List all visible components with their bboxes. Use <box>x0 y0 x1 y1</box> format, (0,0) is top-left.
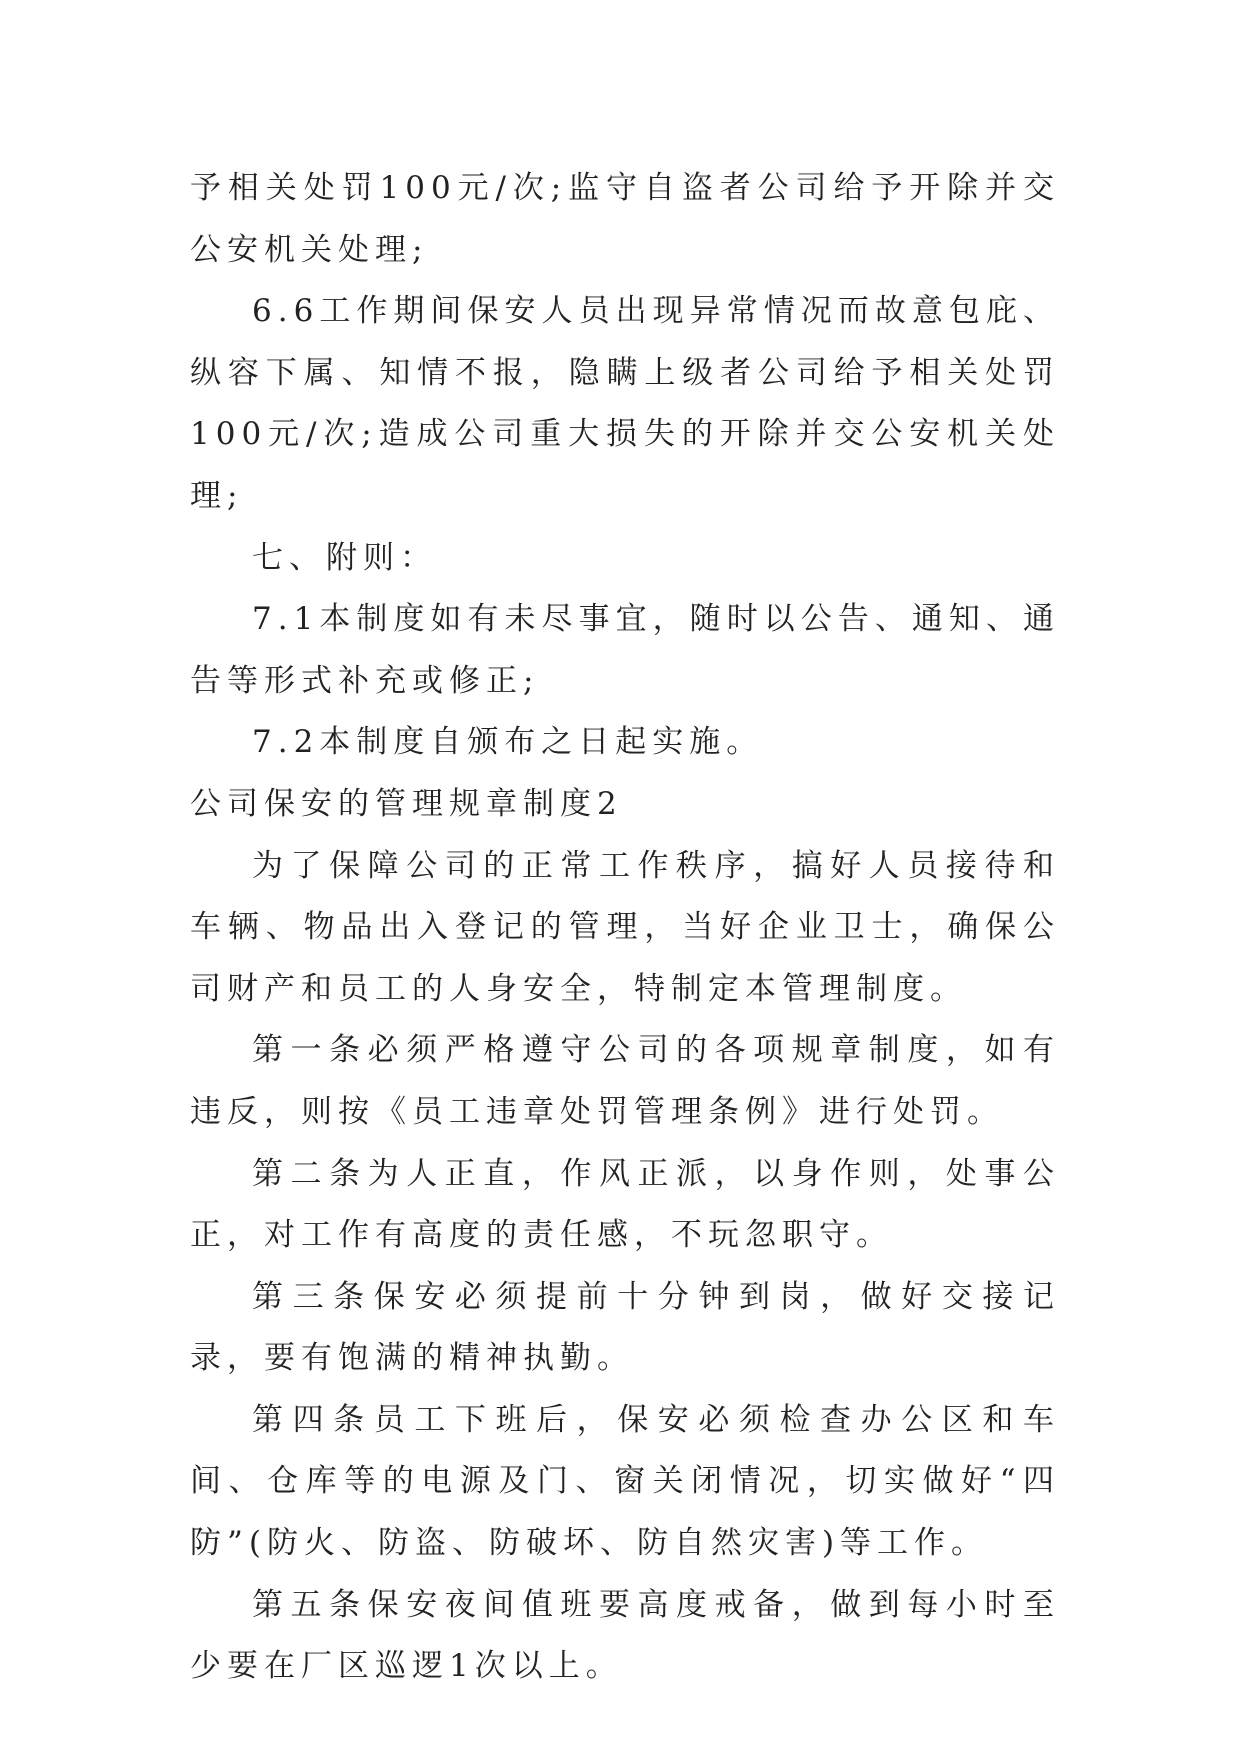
document-title-2: 公司保安的管理规章制度2 <box>190 785 623 822</box>
section-heading-appendix: 七、附则： <box>252 539 437 576</box>
paragraph-intro: 为了保障公司的正常工作秩序，搞好人员接待和车辆、物品出入登记的管理，当好企业卫士，确保公司财产和员工的人身安全，特制定本管理制度。 <box>190 847 1060 1007</box>
paragraph-article-3: 第三条保安必须提前十分钟到岗，做好交接记录，要有饱满的精神执勤。 <box>190 1278 1060 1377</box>
paragraph-7-2: 7.2本制度自颁布之日起实施。 <box>252 724 764 761</box>
paragraph-article-5: 第五条保安夜间值班要高度戒备，做到每小时至少要在厂区巡逻1次以上。 <box>190 1586 1060 1685</box>
paragraph-article-4: 第四条员工下班后，保安必须检查办公区和车间、仓库等的电源及门、窗关闭情况，切实做好“四防”(防火、防盗、防破坏、防自然灾害)等工作。 <box>190 1401 1060 1562</box>
document-body <box>190 158 1060 1698</box>
paragraph-7-1: 7.1本制度如有未尽事宜，随时以公告、通知、通告等形式补充或修正; <box>190 601 1060 699</box>
paragraph-continuation: 予相关处罚100元/次;监守自盗者公司给予开除并交公安机关处理; <box>190 170 1060 268</box>
paragraph-6-6: 6.6工作期间保安人员出现异常情况而故意包庇、纵容下属、知情不报，隐瞒上级者公司给予相关处罚100元/次;造成公司重大损失的开除并交公安机关处理; <box>190 293 1060 514</box>
paragraph-article-1: 第一条必须严格遵守公司的各项规章制度，如有违反，则按《员工违章处罚管理条例》进行处罚。 <box>190 1032 1060 1130</box>
paragraph-article-2: 第二条为人正直，作风正派，以身作则，处事公正，对工作有高度的责任感，不玩忽职守。 <box>190 1155 1060 1254</box>
